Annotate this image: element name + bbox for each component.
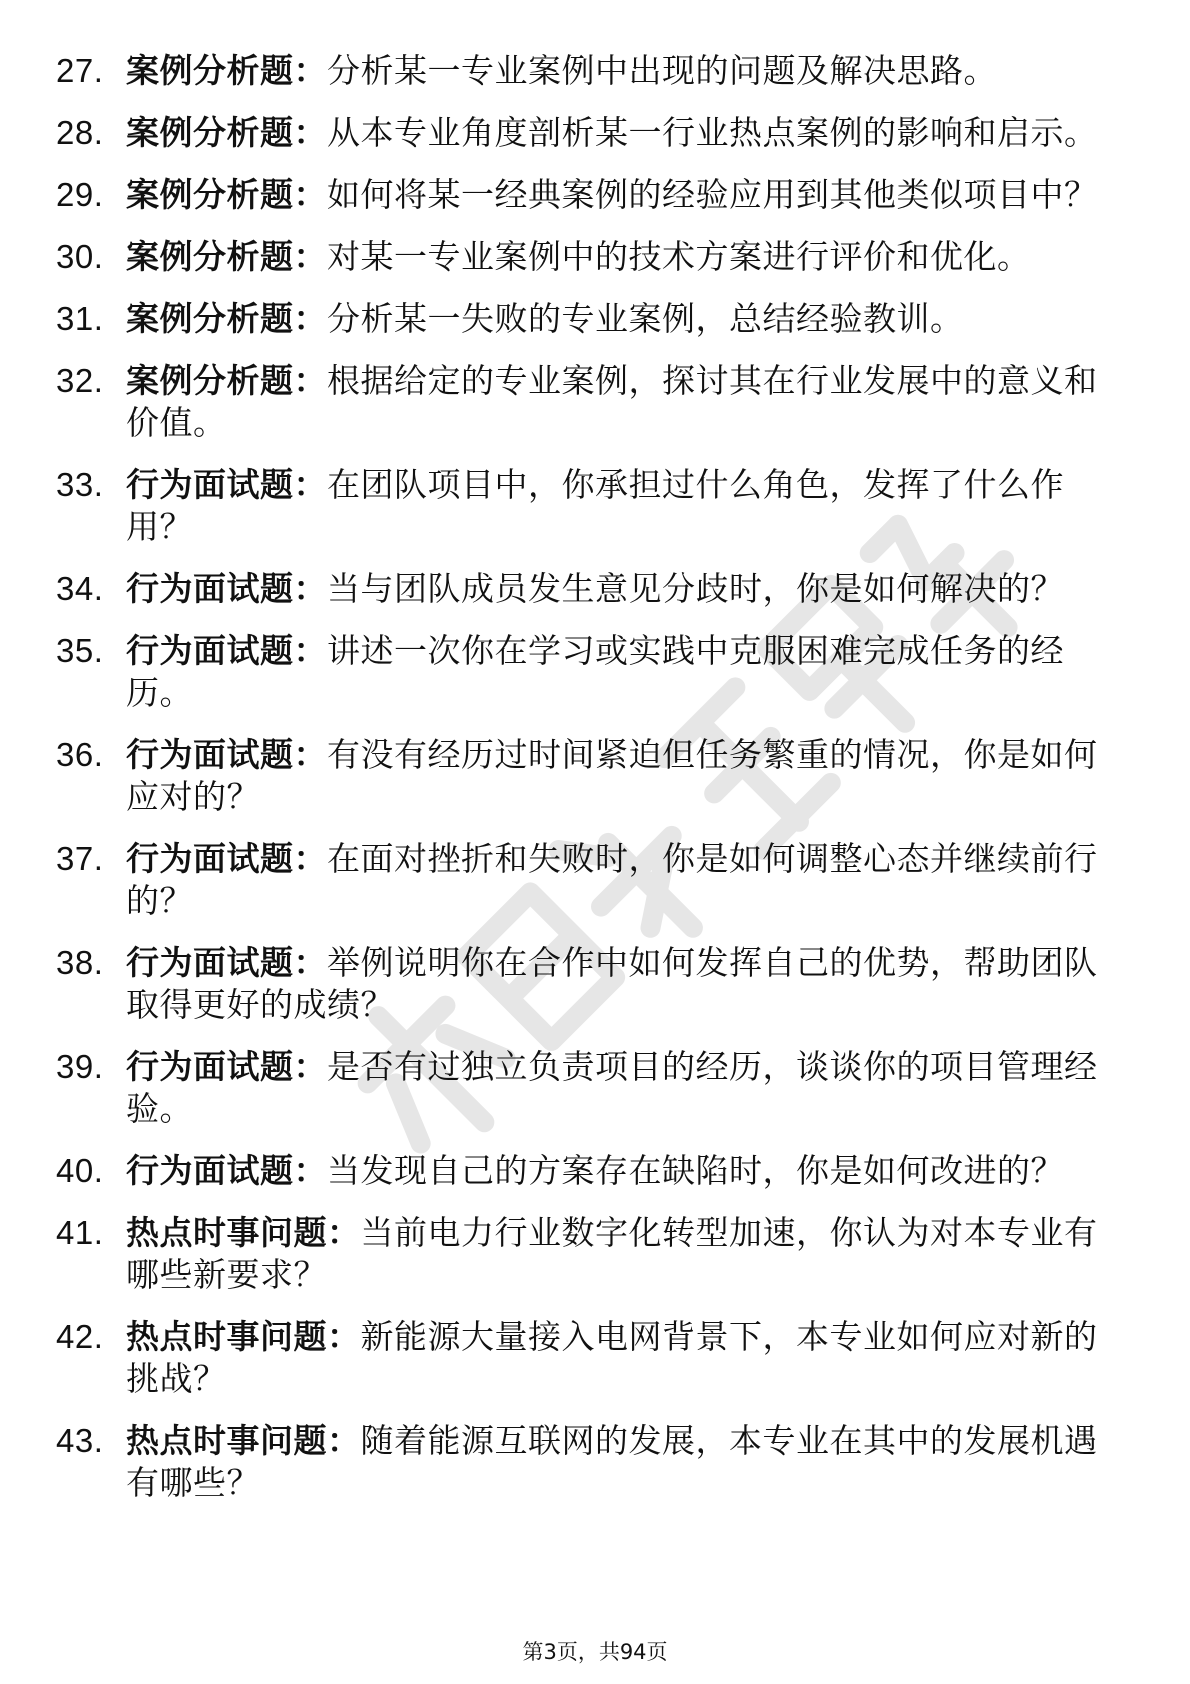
item-category: 行为面试题： (126, 569, 327, 608)
item-category: 行为面试题： (126, 839, 327, 878)
item-text: 当前电力行业数字化转型加速，你认为对本专业有哪些新要求？ (126, 1213, 1098, 1294)
item-number: 39. (56, 1048, 104, 1085)
item-category: 热点时事问题： (126, 1421, 361, 1460)
item-category: 行为面试题： (126, 1151, 327, 1190)
question-item-41 (0, 1212, 1190, 1296)
item-number: 28. (56, 114, 104, 151)
item-category: 行为面试题： (126, 465, 327, 504)
item-number: 29. (56, 176, 104, 213)
question-list (0, 50, 1190, 1524)
item-text: 举例说明你在合作中如何发挥自己的优势，帮助团队取得更好的成绩？ (126, 943, 1098, 1024)
item-category: 热点时事问题： (126, 1213, 361, 1252)
item-number: 33. (56, 466, 104, 503)
item-number: 35. (56, 632, 104, 669)
item-text: 有没有经历过时间紧迫但任务繁重的情况，你是如何应对的？ (126, 735, 1098, 816)
question-item-33 (0, 464, 1190, 548)
item-text: 根据给定的专业案例，探讨其在行业发展中的意义和价值。 (126, 361, 1098, 442)
item-category: 案例分析题： (126, 175, 327, 214)
item-text: 如何将某一经典案例的经验应用到其他类似项目中？ (327, 175, 1098, 214)
page-number-footer: 第3页，共94页 (522, 1640, 668, 1664)
item-category: 行为面试题： (126, 631, 327, 670)
question-item-29 (0, 174, 1190, 216)
item-category: 案例分析题： (126, 361, 327, 400)
item-number: 40. (56, 1152, 104, 1189)
item-category: 案例分析题： (126, 237, 327, 276)
item-number: 42. (56, 1318, 104, 1355)
item-text: 从本专业角度剖析某一行业热点案例的影响和启示。 (327, 113, 1098, 152)
item-text: 对某一专业案例中的技术方案进行评价和优化。 (327, 237, 1031, 276)
question-item-28 (0, 112, 1190, 154)
item-number: 32. (56, 362, 104, 399)
item-category: 案例分析题： (126, 51, 327, 90)
question-item-30 (0, 236, 1190, 278)
item-number: 31. (56, 300, 104, 337)
question-item-43 (0, 1420, 1190, 1504)
item-text: 随着能源互联网的发展，本专业在其中的发展机遇有哪些？ (126, 1421, 1098, 1502)
item-category: 案例分析题： (126, 113, 327, 152)
question-item-37 (0, 838, 1190, 922)
question-item-34 (0, 568, 1190, 610)
question-item-31 (0, 298, 1190, 340)
item-number: 36. (56, 736, 104, 773)
question-item-40 (0, 1150, 1190, 1192)
item-text: 分析某一失败的专业案例，总结经验教训。 (327, 299, 964, 338)
item-text: 讲述一次你在学习或实践中克服困难完成任务的经历。 (126, 631, 1064, 712)
item-number: 30. (56, 238, 104, 275)
item-number: 41. (56, 1214, 104, 1251)
question-item-38 (0, 942, 1190, 1026)
question-item-39 (0, 1046, 1190, 1130)
item-number: 37. (56, 840, 104, 877)
item-text: 当发现自己的方案存在缺陷时，你是如何改进的？ (327, 1151, 1064, 1190)
item-category: 行为面试题： (126, 735, 327, 774)
item-category: 案例分析题： (126, 299, 327, 338)
item-text: 是否有过独立负责项目的经历，谈谈你的项目管理经验。 (126, 1047, 1098, 1128)
item-number: 34. (56, 570, 104, 607)
item-category: 行为面试题： (126, 1047, 327, 1086)
question-item-27 (0, 50, 1190, 92)
item-text: 新能源大量接入电网背景下，本专业如何应对新的挑战？ (126, 1317, 1098, 1398)
item-category: 热点时事问题： (126, 1317, 361, 1356)
item-text: 当与团队成员发生意见分歧时，你是如何解决的？ (327, 569, 1064, 608)
question-item-35 (0, 630, 1190, 714)
item-category: 行为面试题： (126, 943, 327, 982)
question-item-36 (0, 734, 1190, 818)
question-item-32 (0, 360, 1190, 444)
item-text: 在团队项目中，你承担过什么角色，发挥了什么作用？ (126, 465, 1064, 546)
question-item-42 (0, 1316, 1190, 1400)
item-number: 43. (56, 1422, 104, 1459)
item-text: 分析某一专业案例中出现的问题及解决思路。 (327, 51, 997, 90)
item-number: 27. (56, 52, 104, 89)
item-number: 38. (56, 944, 104, 981)
item-text: 在面对挫折和失败时，你是如何调整心态并继续前行的？ (126, 839, 1098, 920)
